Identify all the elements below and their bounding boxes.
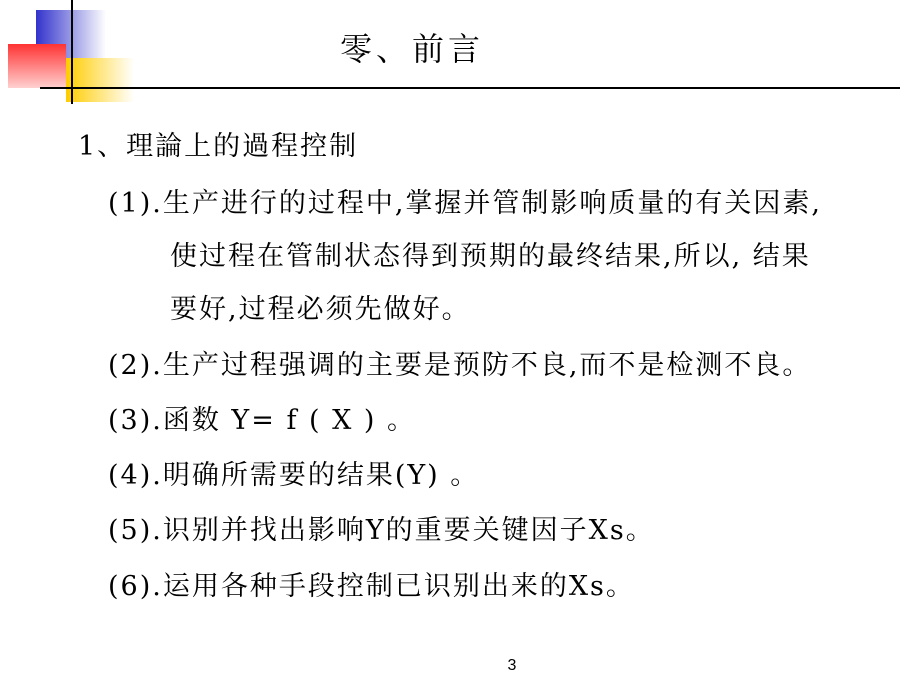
slide-title: 零、前言 — [340, 30, 485, 68]
list-item-5 — [108, 508, 655, 547]
item-text-line: 运用各种手段控制已识别出来的Xs。 — [162, 571, 635, 602]
item-number: (2). — [108, 350, 163, 381]
red-square — [8, 44, 66, 88]
page-number-container — [0, 657, 920, 675]
list-item-4 — [108, 453, 479, 492]
page-number: 3 — [507, 657, 517, 674]
item-number: (6). — [108, 571, 163, 602]
list-item-1-line-3: 要好,过程必须先做好。 — [170, 294, 471, 325]
item-text-line: 生产进行的过程中,掌握并管制影响质量的有关因素, — [162, 188, 822, 219]
section-heading: 1、理論上的過程控制 — [78, 131, 359, 162]
list-item-6 — [108, 564, 635, 603]
item-number: (5). — [108, 515, 163, 546]
item-number: (3). — [108, 405, 163, 436]
yellow-square — [66, 58, 134, 102]
item-text-line: 生产过程强调的主要是预防不良,而不是检测不良。 — [162, 350, 812, 381]
list-item-1 — [108, 181, 822, 220]
list-item-2 — [108, 343, 811, 382]
item-number: (4). — [108, 460, 163, 491]
list-item-3 — [108, 398, 416, 437]
item-text-line: 明确所需要的结果(Y) 。 — [162, 460, 480, 491]
title-underline — [40, 87, 900, 89]
item-text-line: 识别并找出影响Y的重要关键因子Xs。 — [162, 515, 655, 546]
corner-decoration — [0, 0, 140, 110]
list-item-1-line-2: 使过程在管制状态得到预期的最终结果,所以, 结果 — [170, 241, 811, 272]
item-number: (1). — [108, 188, 163, 219]
item-text-line: 函数 Y= f ( X ) 。 — [162, 405, 417, 436]
